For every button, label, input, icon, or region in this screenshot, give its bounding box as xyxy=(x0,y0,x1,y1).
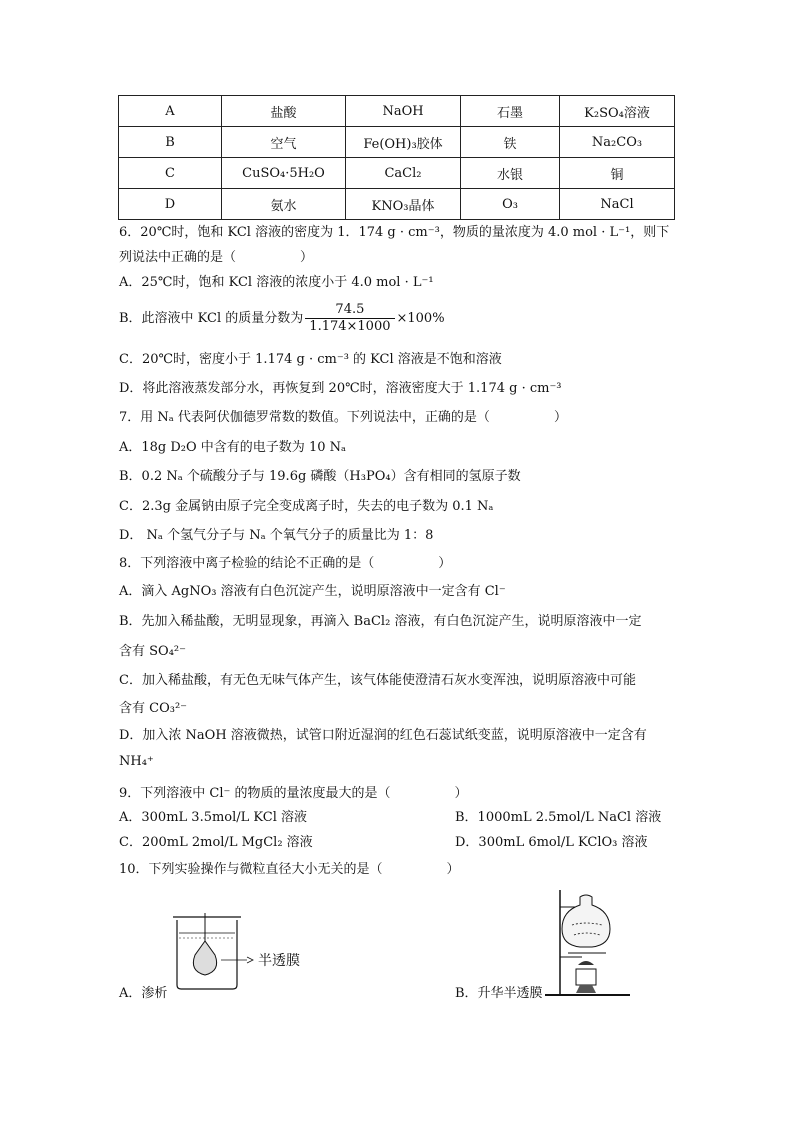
table-cell: NaOH xyxy=(346,96,461,127)
table-cell: 铜 xyxy=(560,158,675,189)
dialysis-diagram xyxy=(165,905,325,990)
q10-stem xyxy=(119,861,460,879)
q6-option-b xyxy=(119,302,445,335)
q9-stem xyxy=(119,785,468,803)
q8-option-c-line1: C．加入稀盐酸，有无色无味气体产生，该气体能使澄清石灰水变浑浊，说明原溶液中可能 xyxy=(119,673,636,688)
table-cell: Na₂CO₃ xyxy=(560,127,675,158)
q7-option-b: B．0.2 Nₐ 个硫酸分子与 19.6g 磷酸（H₃PO₄）含有相同的氢原子数 xyxy=(119,469,521,484)
q8-option-d-line2: NH₄⁺ xyxy=(119,754,154,769)
q10-stem-close: ） xyxy=(446,862,460,877)
membrane-label: 半透膜 xyxy=(258,953,300,969)
table-cell: D xyxy=(119,189,222,220)
q9-stem-close: ） xyxy=(454,786,468,801)
table-cell: 铁 xyxy=(461,127,560,158)
table-row xyxy=(119,96,675,127)
q6-option-b-prefix: B．此溶液中 KCl 的质量分数为 xyxy=(119,311,304,326)
q8-option-a: A．滴入 AgNO₃ 溶液有白色沉淀产生，说明原溶液中一定含有 Cl⁻ xyxy=(119,584,506,599)
q6-fraction xyxy=(305,302,394,335)
table-cell: KNO₃晶体 xyxy=(346,189,461,220)
table-cell: 水银 xyxy=(461,158,560,189)
q10-stem-text: 10．下列实验操作与微粒直径大小无关的是（ xyxy=(119,862,383,877)
q7-option-d: D． Nₐ 个氢气分子与 Nₐ 个氧气分子的质量比为 1：8 xyxy=(119,528,434,543)
table-cell: O₃ xyxy=(461,189,560,220)
table-row xyxy=(119,127,675,158)
sublimation-apparatus-diagram xyxy=(540,885,635,1000)
q7-stem-text: 7．用 Nₐ 代表阿伏伽德罗常数的数值。下列说法中，正确的是（ xyxy=(119,410,490,425)
fraction-numerator: 74.5 xyxy=(305,302,394,319)
table-cell: CaCl₂ xyxy=(346,158,461,189)
q8-stem-close: ） xyxy=(438,556,452,571)
table-cell: 氨水 xyxy=(222,189,346,220)
table-cell: 空气 xyxy=(222,127,346,158)
options-table xyxy=(118,95,675,220)
q8-option-b-line1: B．先加入稀盐酸，无明显现象，再滴入 BaCl₂ 溶液，有白色沉淀产生，说明原溶液中一定 xyxy=(119,614,642,629)
q7-option-a: A．18g D₂O 中含有的电子数为 10 Nₐ xyxy=(119,440,347,455)
q9-option-a: A．300mL 3.5mol/L KCl 溶液 xyxy=(119,810,308,825)
table-row xyxy=(119,189,675,220)
q8-option-d-line1: D．加入浓 NaOH 溶液微热，试管口附近湿润的红色石蕊试纸变蓝，说明原溶液中一定含有 xyxy=(119,728,647,743)
table-cell: C xyxy=(119,158,222,189)
q8-option-c-line2: 含有 CO₃²⁻ xyxy=(119,701,188,716)
q6-option-b-suffix: ×100% xyxy=(396,311,445,326)
table-cell: Fe(OH)₃胶体 xyxy=(346,127,461,158)
q7-stem xyxy=(119,409,567,427)
q6-option-a: A．25℃时，饱和 KCl 溶液的浓度小于 4.0 mol · L⁻¹ xyxy=(119,275,434,290)
table-cell: 石墨 xyxy=(461,96,560,127)
q8-stem xyxy=(119,555,451,573)
q6-stem-line1: 6．20℃时，饱和 KCl 溶液的密度为 1．174 g · cm⁻³，物质的量浓度为 4.0 mol · L⁻¹，则下 xyxy=(119,225,670,240)
table-cell: B xyxy=(119,127,222,158)
table-cell: 盐酸 xyxy=(222,96,346,127)
table-cell: CuSO₄·5H₂O xyxy=(222,158,346,189)
q6-option-d: D．将此溶液蒸发部分水，再恢复到 20℃时，溶液密度大于 1.174 g · cm⁻³ xyxy=(119,381,562,396)
q10-option-b: B．升华半透膜 xyxy=(455,986,543,1001)
q6-option-c: C．20℃时，密度小于 1.174 g · cm⁻³ 的 KCl 溶液是不饱和溶液 xyxy=(119,352,502,367)
q7-stem-close: ） xyxy=(553,410,567,425)
q6-stem-text: 列说法中正确的是（ xyxy=(119,250,237,265)
table-cell: K₂SO₄溶液 xyxy=(560,96,675,127)
q10-option-a: A．渗析 xyxy=(119,986,168,1001)
table-cell: NaCl xyxy=(560,189,675,220)
fraction-denominator: 1.174×1000 xyxy=(309,319,391,334)
table-cell: A xyxy=(119,96,222,127)
table-row xyxy=(119,158,675,189)
q8-stem-text: 8．下列溶液中离子检验的结论不正确的是（ xyxy=(119,556,375,571)
q7-option-c: C．2.3g 金属钠由原子完全变成离子时，失去的电子数为 0.1 Nₐ xyxy=(119,499,494,514)
q9-option-c: C．200mL 2mol/L MgCl₂ 溶液 xyxy=(119,835,313,850)
q9-option-b: B．1000mL 2.5mol/L NaCl 溶液 xyxy=(455,810,662,825)
q6-stem-line2 xyxy=(119,249,313,267)
q6-stem-close: ） xyxy=(300,250,314,265)
q9-option-d: D．300mL 6mol/L KClO₃ 溶液 xyxy=(455,835,648,850)
q8-option-b-line2: 含有 SO₄²⁻ xyxy=(119,644,186,659)
q9-stem-text: 9．下列溶液中 Cl⁻ 的物质的量浓度最大的是（ xyxy=(119,786,391,801)
